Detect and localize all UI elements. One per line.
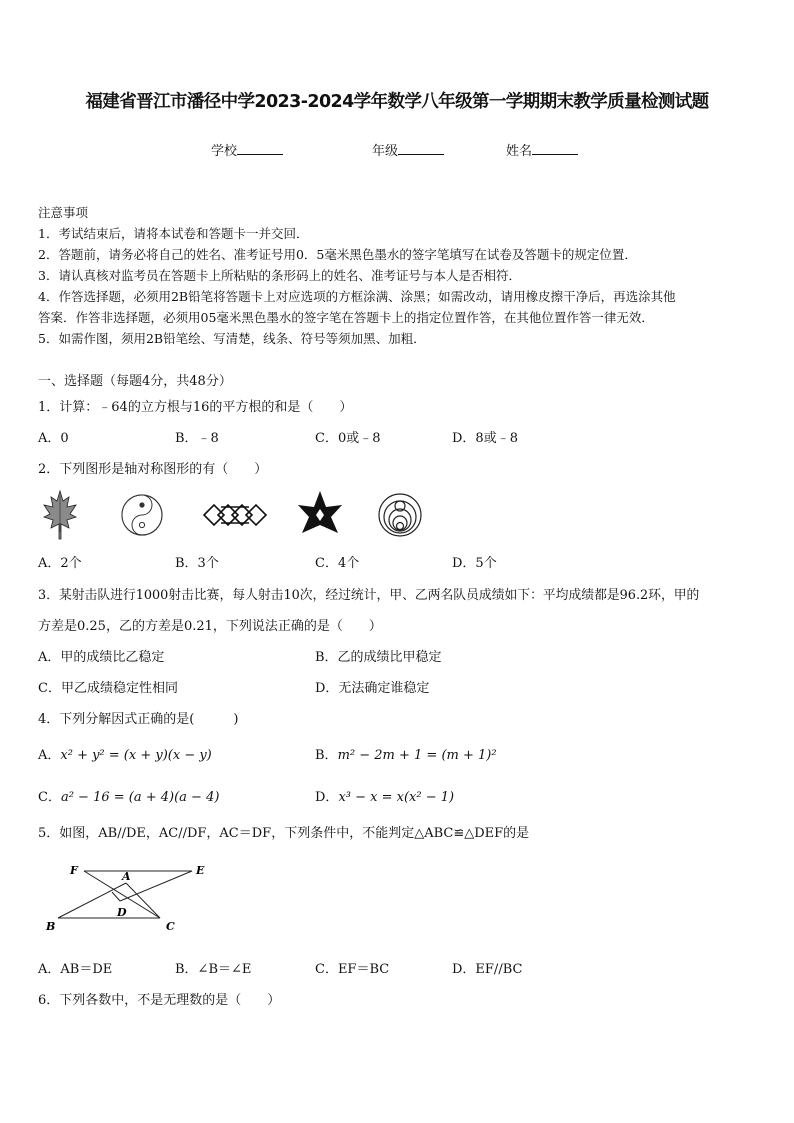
question-6-stem: 6．下列各数中，不是无理数的是（ ）	[38, 993, 281, 1008]
q4-option-b-expr: m² − 2m + 1 = (m + 1)²	[337, 748, 497, 763]
question-3-stem-line2: 方差是0.25，乙的方差是0.21，下列说法正确的是（ ）	[38, 619, 382, 634]
q5-option-b: B．∠B＝∠E	[175, 962, 252, 977]
q4-option-d-label: D．	[315, 790, 339, 805]
q4-option-a	[38, 744, 212, 763]
q3-option-b: B．乙的成绩比甲稳定	[315, 650, 442, 665]
knot-pattern-icon	[204, 505, 266, 525]
q4-option-c-expr: a² − 16 = (a + 4)(a − 4)	[60, 790, 220, 805]
segment-ED	[120, 871, 192, 901]
notice-item: 3．请认真核对监考员在答题卡上所粘贴的条形码上的姓名、准考证号与本人是否相符．	[38, 268, 521, 283]
q2-option-a: A．2个	[38, 556, 82, 571]
question-5-stem: 5．如图，AB//DE，AC//DF，AC＝DF，下列条件中，不能判定△ABC≌△DEF的是	[38, 826, 530, 841]
q3-option-a: A．甲的成绩比乙稳定	[38, 650, 165, 665]
name-blank	[532, 142, 578, 155]
question-4-stem: 4．下列分解因式正确的是( )	[38, 712, 239, 727]
q4-option-d	[315, 786, 454, 805]
q2-option-c: C．4个	[315, 556, 360, 571]
label-E: E	[196, 864, 205, 877]
q4-option-c-label: C．	[38, 790, 61, 805]
question-3-stem-line1: 3．某射击队进行1000射击比赛，每人射击10次，经过统计，甲、乙两名队员成绩如下：平均成绩都是96.2环，甲的	[38, 588, 700, 603]
grade-blank	[398, 142, 444, 155]
q1-option-d: D．8或﹣8	[452, 431, 518, 446]
grade-field	[372, 140, 444, 159]
q4-option-b-label: B．	[315, 748, 338, 763]
page-title: 福建省晋江市潘径中学2023-2024学年数学八年级第一学期期末教学质量检测试题	[85, 92, 709, 112]
question-2-stem: 2．下列图形是轴对称图形的有（ ）	[38, 462, 268, 477]
q2-option-d: D．5个	[452, 556, 497, 571]
label-A: A	[122, 870, 131, 883]
notice-item: 1．考试结束后，请将本试卷和答题卡一并交回．	[38, 226, 309, 241]
q5-triangle-figure	[40, 858, 215, 936]
q1-option-b: B．﹣8	[175, 431, 219, 446]
maple-leaf-icon	[44, 491, 76, 539]
q2-option-b: B．3个	[175, 556, 219, 571]
segment-DF-part	[112, 892, 120, 901]
notice-item: 5．如需作图，须用2B铅笔绘、写清楚，线条、符号等须加黑、加粗．	[38, 331, 426, 346]
segment-BA	[58, 883, 126, 918]
label-F: F	[70, 864, 78, 877]
school-field	[211, 140, 283, 159]
notice-heading: 注意事项	[38, 205, 89, 220]
school-blank	[237, 142, 283, 155]
q4-option-c	[38, 786, 219, 805]
label-D: D	[117, 906, 127, 919]
question-1-stem: 1．计算：﹣64的立方根与16的平方根的和是（ ）	[38, 400, 353, 415]
nested-circles-icon	[379, 494, 421, 536]
notice-item: 4．作答选择题，必须用2B铅笔将答题卡上对应选项的方框涂满、涂黑；如需改动，请用橡皮擦干净后，再选涂其他	[38, 289, 676, 304]
q4-option-a-expr: x² + y² = (x + y)(x − y)	[60, 748, 212, 763]
notice-item: 答案．作答非选择题，必须用05毫米黑色墨水的签字笔在答题卡上的指定位置作答，在其他位置作答一律无效．	[38, 310, 654, 325]
name-label: 姓名	[506, 144, 533, 159]
section-heading: 一、选择题（每题4分，共48分）	[38, 374, 232, 389]
label-C: C	[166, 920, 175, 933]
q3-option-c: C．甲乙成绩稳定性相同	[38, 681, 178, 696]
q1-option-a: A．0	[38, 431, 69, 446]
q5-option-a: A．AB＝DE	[38, 962, 113, 977]
q3-option-d: D．无法确定谁稳定	[315, 681, 430, 696]
star-petal-icon	[298, 491, 342, 533]
yin-yang-icon	[122, 495, 162, 535]
name-field	[506, 140, 578, 159]
q1-option-c: C．0或﹣8	[315, 431, 381, 446]
q4-option-b	[315, 744, 497, 763]
notice-item: 2．答题前，请务必将自己的姓名、准考证号用0．5毫米黑色墨水的签字笔填写在试卷及答题卡的规定位置．	[38, 247, 637, 262]
q2-figures	[36, 487, 428, 543]
label-B: B	[46, 920, 56, 933]
school-label: 学校	[211, 144, 238, 159]
q5-option-c: C．EF＝BC	[315, 962, 390, 977]
q4-option-a-label: A．	[38, 748, 61, 763]
q5-option-d: D．EF//BC	[452, 962, 523, 977]
grade-label: 年级	[372, 144, 399, 159]
q4-option-d-expr: x³ − x = x(x² − 1)	[338, 790, 455, 805]
